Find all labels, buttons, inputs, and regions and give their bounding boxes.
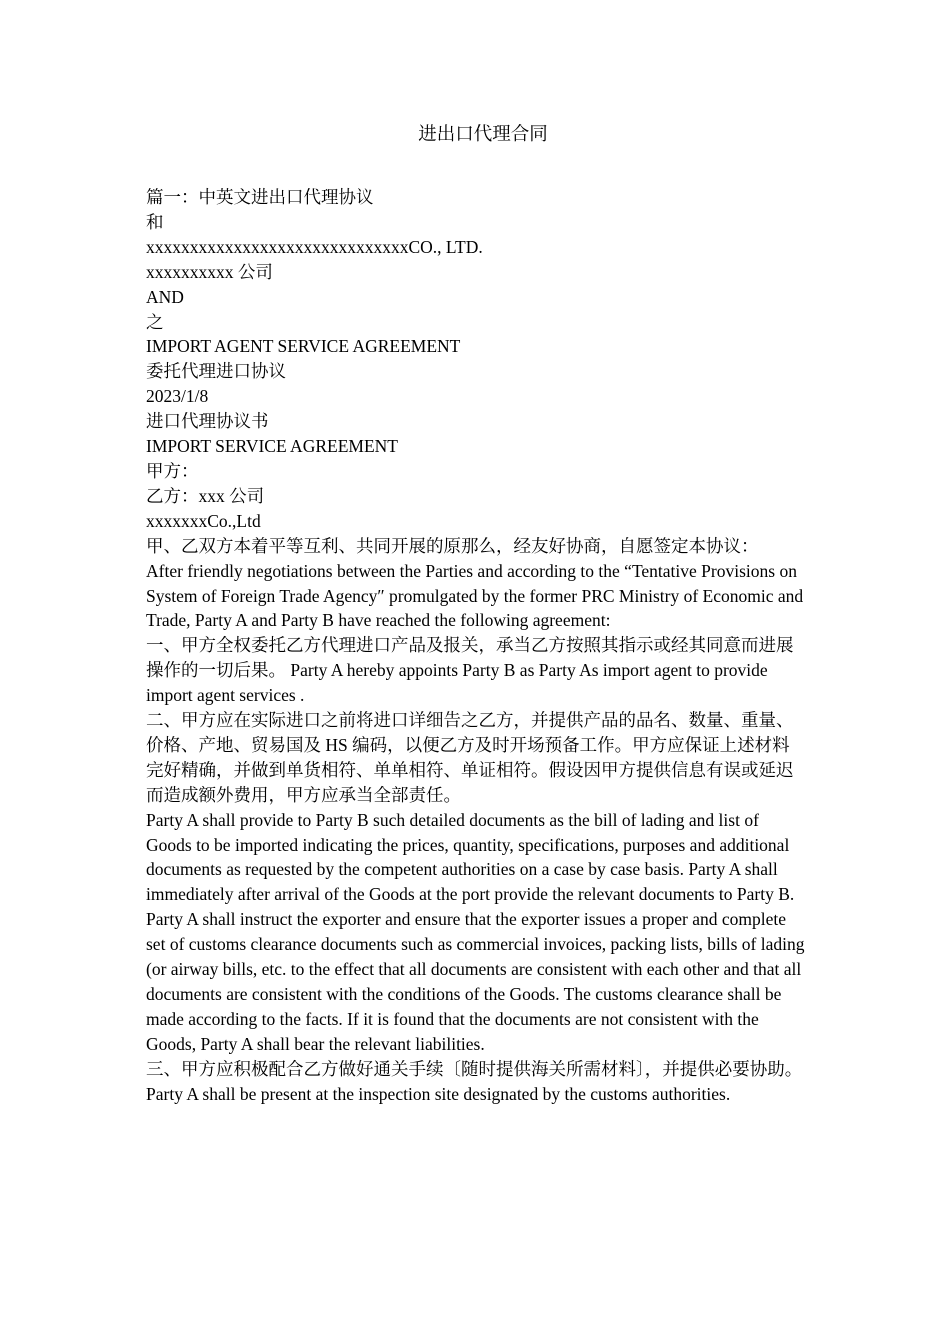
agreement-title-zh: 委托代理进口协议 <box>146 361 286 382</box>
preamble-en-3: Trade, Party A and Party B have reached the following agreement: <box>146 610 611 631</box>
agreement-subtitle-zh: 进口代理协议书 <box>146 411 269 432</box>
clause-3-en: Party A shall be present at the inspection site designated by the customs authorities. <box>146 1083 731 1104</box>
document-page <box>146 121 806 1107</box>
section-heading-1: 篇一：中英文进出口代理协议 <box>146 187 374 207</box>
clause-1: 一、甲方全权委托乙方代理进口产品及报关，承当乙方按照其指示或经其同意而进展操作的一切后果。 Party A hereby appoints Party B as Party As import agent to provide import agent services . <box>146 635 794 706</box>
preamble-zh: 甲、乙双方本着平等互利、共同开展的原那么，经友好协商，自愿签定本协议： <box>146 535 759 556</box>
text-line: AND <box>146 286 184 307</box>
agreement-title-en: IMPORT AGENT SERVICE AGREEMENT <box>146 336 461 357</box>
document-title: 进出口代理合同 <box>418 125 548 145</box>
party-b-name: xxxxxxxCo.,Ltd <box>146 510 261 531</box>
preamble-en-2: System of Foreign Trade Agency″ promulgated by the former PRC Ministry of Economic and <box>146 585 804 606</box>
text-line: xxxxxxxxxx 公司 <box>146 261 273 282</box>
agreement-date: 2023/1/8 <box>146 386 209 407</box>
party-a-label: 甲方： <box>146 460 199 481</box>
preamble-en-1: After friendly negotiations between the Parties and according to the “Tentative Provisions on <box>146 560 797 581</box>
text-line: xxxxxxxxxxxxxxxxxxxxxxxxxxxxxxCO., LTD. <box>146 236 483 257</box>
clause-2-zh: 二、甲方应在实际进口之前将进口详细告之乙方，并提供产品的品名、数量、重量、价格、产地、贸易国及 HS 编码，以便乙方及时开场预备工作。甲方应保证上述材料完好精确，并做到单货相符、单单相符、单证相符。假设因甲方提供信息有误或延迟而造成额外费用，甲方应承当全部责任。 <box>146 710 794 805</box>
text-line: 之 <box>146 311 164 332</box>
agreement-subtitle-en: IMPORT SERVICE AGREEMENT <box>146 436 398 457</box>
text-line: 和 <box>146 211 164 232</box>
party-b-label: 乙方：xxx 公司 <box>146 485 265 506</box>
clause-2-en: Party A shall provide to Party B such detailed documents as the bill of lading and list of Goods to be imported indicating the prices, quantity, specifications, purposes and additional documents as requested by the competent authorities on a case by case basis. Party A shall immediately after arrival of the Goods at the port provide the relevant documents to Party B. Party A shall instruct the exporter and ensure that the exporter issues a proper and complete set of customs clearance documents such as commercial invoices, packing lists, bills of lading (or airway bills, etc. to the effect that all documents are consistent with each other and that all documents are consistent with the conditions of the Goods. The customs clearance shall be made according to the facts. If it is found that the documents are not consistent with the Goods, Party A shall bear the relevant liabilities. <box>146 809 805 1054</box>
clause-3-zh: 三、甲方应积极配合乙方做好通关手续〔随时提供海关所需材料〕，并提供必要协助。 <box>146 1058 803 1079</box>
